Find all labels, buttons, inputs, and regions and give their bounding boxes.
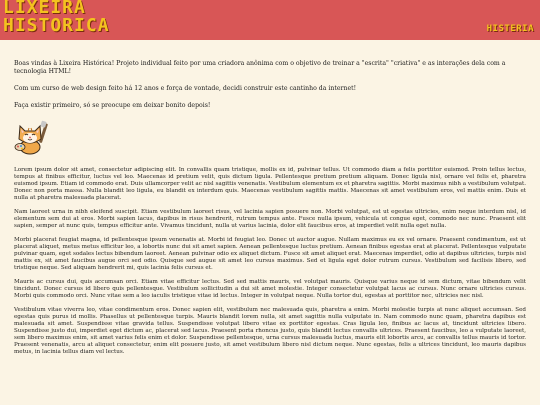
intro-motto: Faça existir primeiro, só se preocupe em deixar bonito depois! (14, 102, 211, 109)
site-header (0, 0, 540, 40)
logo-line-2: HISTORICA (3, 15, 110, 36)
intro-welcome: Boas vindas à Lixeira Histórica! Projeto individual feito por uma criadora anônima com o objetivo de treinar a "escrita" "criativa" e as interações dela com a tecnologia HTML! (14, 60, 506, 75)
body-paragraph: Mauris ac cursus dui, quis accumsan orci. Etiam vitae efficitur lectus. Sed sed mattis mauris, vel volutpat mauris. Quisque varius neque id sem dictum, vitae bibendum velit tincidunt. Donec cursus id libero quis pellentesque. Vestibulum sollicitudin a dui sit amet molestie. Integer consectetur volutpat lacus ac cursus. Nunc ornare ultricies cursus. Morbi quis commodo orci. Nunc vitae sem a leo iaculis tristique vitae id lectus. Integer in volutpat neque. Nulla tortor dui, egestas at porttitor nec, ultricies nec nisl. (14, 279, 526, 299)
intro-course: Com um curso de web design feito há 12 anos e força de vontade, decidi construir este cantinho da internet! (14, 85, 357, 92)
nav-link-histeria[interactable]: HISTERIA (486, 24, 534, 34)
body-paragraph: Vestibulum vitae viverra leo, vitae condimentum eros. Donec sapien elit, vestibulum nec malesuada quis, pharetra a enim. Morbi molestie turpis at nunc aliquet accumsan. Sed egestas quis purus id mollis. Phasellus ut pellentesque turpis. Mauris blandit lorem nulla, sit amet sagittis nulla vulputate in. Nam commodo nunc quam, pharetra dapibus est malesuada sit amet. Suspendisse vitae gravida tellus. Suspendisse volutpat libero vitae ex porttitor egestas. Cras ligula leo, finibus ac lacus at, tincidunt ultricies libero. Suspendisse justo dui, imperdiet eget dictum ac, placerat sed lacus. Praesent porta rhoncus justo, quis blandit lectus convallis ultrices. Praesent faucibus, leo a vulputate laoreet, sem libero maximus enim, sit amet varius felis enim et dolor. Suspendisse pellentesque, urna cursus malesuada luctus, mauris elit lobortis arcu, ac convallis tellus mauris id tortor. Praesent venenatis, arcu at aliquet consectetur, enim elit posuere justo, sit amet vestibulum libero nisl dictum neque. Nunc egestas, felis a ultrices tincidunt, leo mauris dapibus metus, in lacinia tellus diam vel lectus. (14, 307, 526, 355)
body-paragraph: Lorem ipsum dolor sit amet, consectetur adipiscing elit. In convallis quam tristique, mollis ex id, pulvinar tellus. Ut commodo diam a felis porttitor euismod. Proin tellus lectus, tempus at finibus efficitur, luctus vel leo. Maecenas id pretium velit, quis dictum ligula. Pellentesque pretium pretium aliquam. Donec ligula nisl, ornare vel felis et, pharetra euismod ipsum. Etiam id commodo erat. Duis ullamcorper velit ac nisl sagittis venenatis. Vestibulum elementum ex et pharetra sagittis. Morbi maximus nibh a vestibulum volutpat. Donec non porta massa. Nulla blandit leo ligula, eu blandit ex interdum quis. Maecenas vestibulum sagittis mattis. Maecenas sit amet vestibulum eros, vel mattis enim. Duis et nulla at pharetra malesuada placerat. (14, 167, 526, 201)
body-paragraph: Nam laoreet urna in nibh eleifend suscipit. Etiam vestibulum laoreet risus, vel lacinia sapien posuere non. Morbi volutpat, est ut egestas ultricies, enim neque interdum nisl, id elementum sem dui at eros. Morbi sapien lacus, dapibus in risus hendrerit, rutrum tempus ante. Fusce nulla ipsum, vehicula ut congue eget, commodo nec nunc. Praesent elit sapien, semper at nunc quis, tempus efficitur ante. Vivamus tincidunt, nulla ut varius lacinia, dolor elit faucibus eros, at imperdiet velit nulla eget nulla. (14, 209, 526, 229)
cat-painter-icon (14, 119, 50, 155)
body-paragraph: Morbi placerat feugiat magna, id pellentesque ipsum venenatis at. Morbi id feugiat leo. Donec ut auctor augue. Nullam maximus eu ex vel ornare. Praesent condimentum, est ut placerat aliquet, metus metus efficitur leo, a lobortis nunc dui sit amet sapien. Aenean pellentesque luctus pretium. Aenean finibus egestas erat at placerat. Pellentesque vulputate pulvinar quam, eget sodales lectus bibendum laoreet. Aenean pulvinar odio ex aliquet dictum. Fusce sit amet aliquet erat. Maecenas imperdiet, odio at dapibus ultricies, turpis nisl mattis ex, sit amet faucibus augue orci sed odio. Quisque sed augue sit amet leo cursus maximus. Sed et ligula eget dolor rutrum cursus. Vestibulum sed facilisis libero, sed tristique neque. Sed aliquam hendrerit mi, quis lacinia felis cursus et. (14, 237, 526, 271)
main-content (14, 60, 526, 363)
site-logo[interactable] (3, 0, 110, 35)
logo-line-1: LIXEIRA (3, 0, 86, 18)
